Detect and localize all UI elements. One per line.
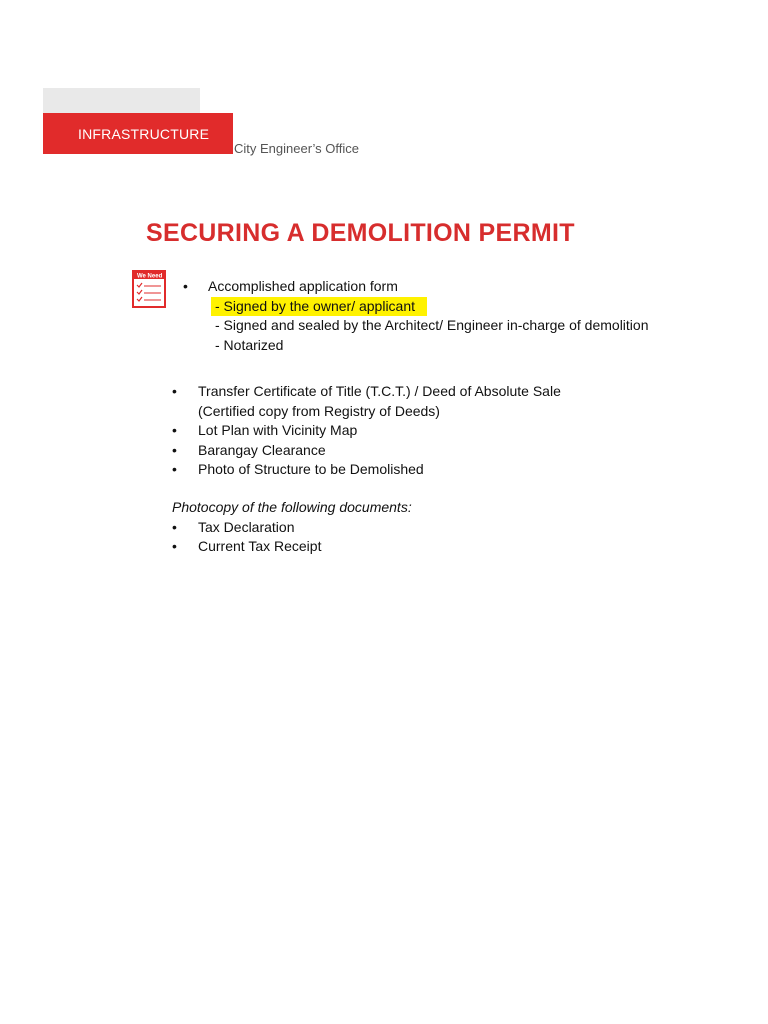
list-item-text: Lot Plan with Vicinity Map xyxy=(198,422,358,438)
header-gray-tab xyxy=(43,88,200,113)
list-item-text: Current Tax Receipt xyxy=(198,538,322,554)
bullet: • xyxy=(183,278,188,294)
bullet: • xyxy=(172,422,177,438)
list-item-text: Transfer Certificate of Title (T.C.T.) / Deed of Absolute Sale xyxy=(198,383,561,399)
list-item-text: Photo of Structure to be Demolished xyxy=(198,461,424,477)
list-item-text: (Certified copy from Registry of Deeds) xyxy=(198,402,440,419)
section-tab xyxy=(43,113,233,154)
list-item-text: Barangay Clearance xyxy=(198,441,326,458)
photocopy-heading: Photocopy of the following documents: xyxy=(172,499,412,515)
list-item-text: Tax Declaration xyxy=(198,518,295,535)
sub-item-text: - Notarized xyxy=(215,336,284,353)
section-label: INFRASTRUCTURE xyxy=(78,125,210,142)
checklist-label: We Need xyxy=(137,273,163,280)
bullet: • xyxy=(172,518,177,535)
page-title: SECURING A DEMOLITION PERMIT xyxy=(146,219,575,247)
checklist-icon xyxy=(132,270,166,308)
bullet: • xyxy=(172,461,177,477)
bullet: • xyxy=(172,538,177,554)
sub-item-text: - Signed and sealed by the Architect/ Engineer in-charge of demolition xyxy=(215,317,649,333)
highlighted-sub-item: - Signed by the owner/ applicant xyxy=(211,297,427,317)
bullet: • xyxy=(172,441,177,458)
bullet: • xyxy=(172,383,177,399)
office-label: City Engineer’s Office xyxy=(234,141,360,156)
list-item-text: Accomplished application form xyxy=(208,278,398,294)
